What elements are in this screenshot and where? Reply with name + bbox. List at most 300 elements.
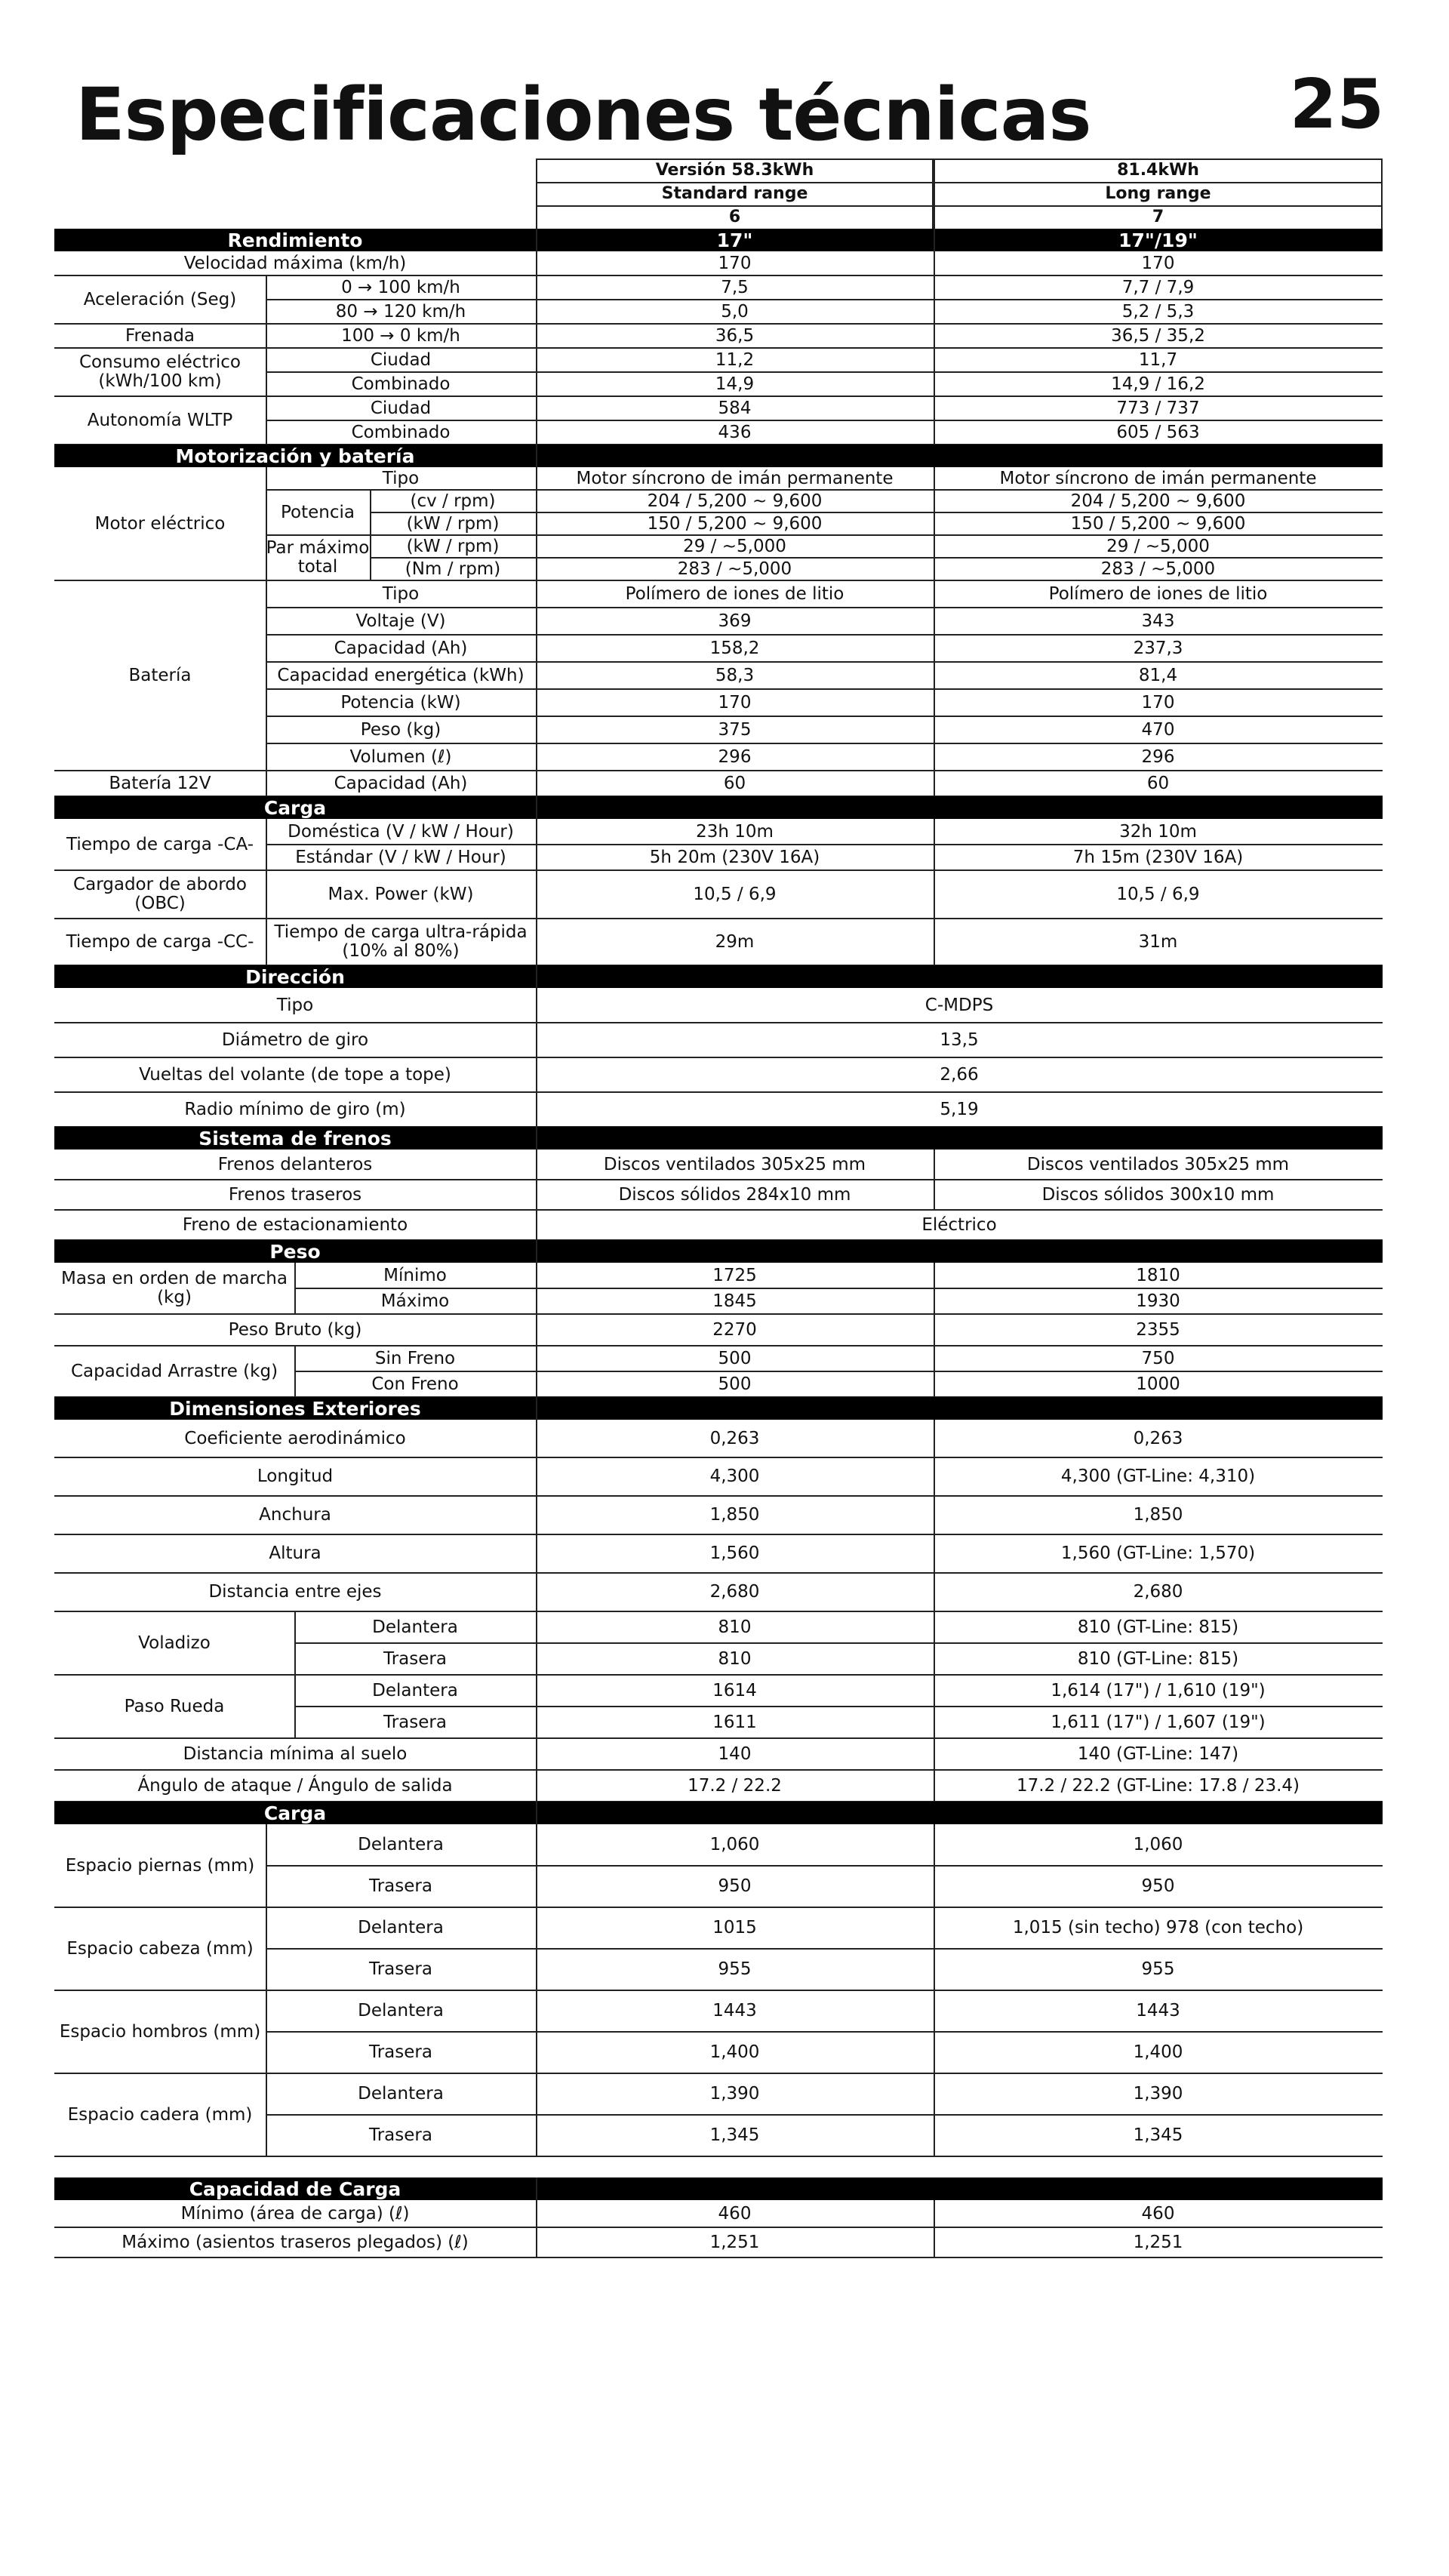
value-cell: 810 (GT-Line: 815) <box>1077 1617 1239 1637</box>
row-sublabel: (Nm / rpm) <box>405 559 501 579</box>
value-cell: 7,5 <box>721 277 749 297</box>
column-divider <box>934 420 935 445</box>
row-sublabel: Estándar (V / kW / Hour) <box>295 847 506 867</box>
row-sublabel: Con Freno <box>371 1374 459 1394</box>
row-sublabel: Par máximo total <box>266 538 370 577</box>
column-divider <box>266 771 267 796</box>
column-divider <box>934 300 935 324</box>
column-divider <box>536 445 537 467</box>
value-cell: 237,3 <box>1133 638 1183 658</box>
column-divider <box>536 1770 537 1802</box>
column-divider <box>934 229 935 251</box>
row-sublabel: Potencia <box>281 502 355 522</box>
value-cell: 36,5 / 35,2 <box>1111 325 1205 346</box>
column-divider <box>934 1180 935 1210</box>
row-sublabel: Combinado <box>351 422 451 442</box>
value-cell: 140 <box>718 1743 752 1764</box>
column-divider <box>266 919 267 965</box>
value-cell: 2,680 <box>1133 1582 1183 1602</box>
page-title: Especificaciones técnicas <box>75 72 1091 157</box>
row-label: Espacio piernas (mm) <box>65 1855 255 1876</box>
column-divider <box>934 1738 935 1770</box>
column-divider <box>934 716 935 743</box>
row-sublabel: Volumen (ℓ) <box>349 746 452 767</box>
row-sublabel: Trasera <box>369 1959 432 1980</box>
column-divider <box>934 1534 935 1573</box>
column-divider <box>934 845 935 870</box>
row-sublabel: Delantera <box>358 2001 444 2021</box>
value-cell: 955 <box>1141 1959 1175 1980</box>
column-divider <box>536 2073 537 2156</box>
version-header-col2: 7 <box>1152 207 1164 226</box>
row-label: Máximo (asientos traseros plegados) (ℓ) <box>122 2232 469 2252</box>
row-divider <box>536 205 934 207</box>
column-divider <box>934 1675 935 1707</box>
row-label: Batería <box>128 665 192 685</box>
value-cell: 170 <box>1141 692 1175 712</box>
row-label: Frenos delanteros <box>217 1154 373 1174</box>
column-divider <box>536 251 537 275</box>
row-label: Freno de estacionamiento <box>182 1214 408 1235</box>
row-sublabel: Trasera <box>369 2042 432 2063</box>
page-number: 25 <box>1289 65 1384 144</box>
column-divider <box>536 1263 537 1314</box>
row-sublabel: Delantera <box>358 1835 444 1855</box>
value-cell: 29m <box>715 931 755 952</box>
column-divider <box>934 1371 935 1397</box>
value-cell: Discos sólidos 284x10 mm <box>618 1184 851 1205</box>
column-divider <box>934 580 935 608</box>
column-divider <box>934 1573 935 1611</box>
section-title: Motorización y batería <box>54 445 536 467</box>
column-divider <box>536 870 537 919</box>
column-divider <box>934 1150 935 1180</box>
row-label: Espacio hombros (mm) <box>59 2021 261 2042</box>
value-cell: 375 <box>718 719 752 740</box>
section-title: Carga <box>54 1802 536 1824</box>
row-sublabel: Trasera <box>369 2125 432 2146</box>
row-divider <box>54 2257 1383 2258</box>
value-cell: 17.2 / 22.2 (GT-Line: 17.8 / 23.4) <box>1016 1775 1300 1796</box>
value-cell: Motor síncrono de imán permanente <box>576 468 894 488</box>
value-cell: 0,263 <box>1133 1428 1183 1448</box>
column-divider <box>934 662 935 689</box>
column-divider <box>536 1397 537 1420</box>
column-divider <box>934 324 935 348</box>
column-divider <box>934 1314 935 1346</box>
version-header-col1: Standard range <box>661 183 808 203</box>
column-divider <box>536 158 537 229</box>
row-label: Vueltas del volante (de tope a tope) <box>139 1064 451 1085</box>
value-cell: 1,560 (GT-Line: 1,570) <box>1060 1543 1256 1564</box>
row-label: Aceleración (Seg) <box>83 289 237 309</box>
row-sublabel: Delantera <box>372 1680 458 1700</box>
row-sublabel: Ciudad <box>370 398 432 418</box>
column-divider <box>934 689 935 716</box>
row-label: Peso Bruto (kg) <box>228 1319 362 1340</box>
row-label: Coeficiente aerodinámico <box>184 1428 406 1448</box>
column-divider <box>934 1643 935 1675</box>
version-header-col2: Long range <box>1105 183 1211 203</box>
column-divider <box>934 1990 935 2032</box>
column-divider <box>934 771 935 796</box>
column-divider <box>934 396 935 420</box>
value-cell: 7h 15m (230V 16A) <box>1072 847 1244 867</box>
column-divider <box>266 870 267 919</box>
row-sublabel: 100 → 0 km/h <box>341 325 460 346</box>
value-cell: 750 <box>1141 1348 1175 1368</box>
value-cell: 11,2 <box>715 349 755 370</box>
value-cell: C-MDPS <box>924 995 994 1015</box>
section-title: Carga <box>54 796 536 819</box>
value-cell: 204 / 5,200 ~ 9,600 <box>1070 491 1246 511</box>
column-divider <box>536 1240 537 1263</box>
column-divider <box>934 2073 935 2115</box>
value-cell: 81,4 <box>1138 665 1178 685</box>
value-cell: 500 <box>718 1374 752 1394</box>
column-divider <box>1381 158 1383 229</box>
column-divider <box>536 580 537 771</box>
column-divider <box>934 608 935 635</box>
row-label: Cargador de abordo (OBC) <box>73 875 247 913</box>
value-cell: 500 <box>718 1348 752 1368</box>
row-label: Paso Rueda <box>124 1696 225 1716</box>
column-divider <box>536 1907 537 1990</box>
column-divider <box>536 1023 537 1057</box>
column-divider <box>294 1675 296 1738</box>
value-cell: 7,7 / 7,9 <box>1121 277 1195 297</box>
column-divider <box>294 1263 296 1314</box>
value-cell: 1,560 <box>709 1543 760 1564</box>
section-title: Dirección <box>54 965 536 988</box>
column-divider <box>934 635 935 662</box>
column-divider <box>536 1675 537 1738</box>
row-divider <box>934 182 1383 183</box>
row-label: Distancia entre ejes <box>208 1582 382 1602</box>
value-cell: 10,5 / 6,9 <box>693 884 777 904</box>
column-divider <box>294 1611 296 1675</box>
column-divider <box>934 1824 935 1866</box>
value-cell: 158,2 <box>709 638 760 658</box>
section-title: Dimensiones Exteriores <box>54 1397 536 1420</box>
column-divider <box>266 275 267 324</box>
value-cell: 10,5 / 6,9 <box>1116 884 1200 904</box>
column-divider <box>536 1990 537 2073</box>
row-sublabel: Ciudad <box>370 349 432 370</box>
column-divider <box>934 1949 935 1990</box>
column-divider <box>536 965 537 988</box>
value-cell: 1,611 (17") / 1,607 (19") <box>1051 1712 1266 1732</box>
value-cell: 150 / 5,200 ~ 9,600 <box>1070 513 1246 534</box>
value-cell: 5h 20m (230V 16A) <box>649 847 820 867</box>
column-divider <box>934 1707 935 1738</box>
value-cell: Eléctrico <box>921 1214 997 1235</box>
value-cell: 14,9 / 16,2 <box>1111 374 1205 394</box>
value-cell: 1,251 <box>709 2232 760 2252</box>
column-divider <box>934 251 935 275</box>
column-divider <box>266 580 267 771</box>
column-divider <box>934 1907 935 1949</box>
column-divider <box>536 1496 537 1534</box>
column-divider <box>536 324 537 348</box>
column-divider <box>934 919 935 965</box>
value-cell: 140 (GT-Line: 147) <box>1077 1743 1239 1764</box>
row-label: Frenada <box>125 325 195 346</box>
value-cell: 1000 <box>1136 1374 1180 1394</box>
value-cell: 13,5 <box>940 1029 979 1050</box>
column-divider <box>536 1127 537 1150</box>
value-cell: 4,300 <box>709 1467 760 1487</box>
value-cell: 460 <box>718 2203 752 2224</box>
row-sublabel: Tipo <box>382 468 420 488</box>
column-divider <box>934 743 935 771</box>
row-label: Tiempo de carga -CA- <box>66 834 254 854</box>
column-divider <box>934 372 935 396</box>
column-divider <box>934 2032 935 2073</box>
value-cell: Discos ventilados 305x25 mm <box>603 1154 866 1174</box>
column-divider <box>934 819 935 845</box>
value-cell: 1,614 (17") / 1,610 (19") <box>1051 1680 1266 1700</box>
row-label: Espacio cadera (mm) <box>67 2104 253 2125</box>
row-sublabel: Trasera <box>369 1876 432 1897</box>
value-cell: 2270 <box>712 1319 757 1340</box>
value-cell: 4,300 (GT-Line: 4,310) <box>1060 1467 1256 1487</box>
value-cell: 60 <box>723 773 746 793</box>
column-divider <box>536 1210 537 1240</box>
value-cell: 605 / 563 <box>1116 422 1200 442</box>
row-sublabel: Delantera <box>358 1918 444 1938</box>
row-divider <box>536 182 934 183</box>
column-divider <box>934 1263 935 1288</box>
row-sublabel: (cv / rpm) <box>410 491 496 511</box>
row-divider <box>934 205 1383 207</box>
column-divider <box>536 771 537 796</box>
column-divider <box>934 870 935 919</box>
value-cell: 32h 10m <box>1119 821 1197 842</box>
row-sublabel: 80 → 120 km/h <box>335 301 466 322</box>
row-label: Ángulo de ataque / Ángulo de salida <box>137 1775 453 1796</box>
column-divider <box>536 1314 537 1346</box>
column-divider <box>266 1990 267 2073</box>
version-header-col1: Versión 58.3kWh <box>655 160 814 180</box>
value-cell: 58,3 <box>715 665 755 685</box>
value-cell: 150 / 5,200 ~ 9,600 <box>647 513 823 534</box>
column-divider <box>536 1738 537 1770</box>
value-cell: 60 <box>1146 773 1170 793</box>
value-cell: 296 <box>1141 746 1175 767</box>
value-cell: 31m <box>1138 931 1178 952</box>
row-label: Velocidad máxima (km/h) <box>183 253 407 273</box>
column-divider <box>536 1457 537 1496</box>
value-cell: 1845 <box>712 1291 757 1311</box>
row-label: Motor eléctrico <box>94 513 226 534</box>
value-cell: 1443 <box>712 2001 757 2021</box>
row-sublabel: Mínimo <box>383 1265 447 1285</box>
column-divider <box>536 796 537 819</box>
row-sublabel: Trasera <box>383 1648 447 1669</box>
value-cell: 436 <box>718 422 752 442</box>
column-divider <box>536 1611 537 1675</box>
value-cell: 17.2 / 22.2 <box>688 1775 782 1796</box>
column-divider <box>536 348 537 396</box>
value-cell: 1614 <box>712 1680 757 1700</box>
value-cell: 1611 <box>712 1712 757 1732</box>
value-cell: 170 <box>1141 253 1175 273</box>
value-cell: 810 <box>718 1617 752 1637</box>
row-sublabel: Capacidad (Ah) <box>334 773 468 793</box>
column-divider <box>536 1573 537 1611</box>
row-label: Anchura <box>259 1505 331 1525</box>
version-header-col1: 6 <box>728 207 741 226</box>
value-cell: 1,400 <box>709 2042 760 2063</box>
column-divider <box>536 1346 537 1397</box>
column-divider <box>266 1824 267 1907</box>
value-cell: 1,390 <box>1133 2084 1183 2104</box>
value-cell: 1,345 <box>1133 2125 1183 2146</box>
column-divider <box>934 1866 935 1907</box>
value-cell: 36,5 <box>715 325 755 346</box>
row-sublabel: Delantera <box>358 2084 444 2104</box>
row-label: Batería 12V <box>109 773 211 793</box>
value-cell: 1,345 <box>709 2125 760 2146</box>
value-cell: 1,390 <box>709 2084 760 2104</box>
column-divider <box>536 1420 537 1457</box>
row-label: Consumo eléctrico (kWh/100 km) <box>79 352 241 391</box>
column-divider <box>536 1802 537 1824</box>
column-divider <box>934 2227 935 2257</box>
value-cell: 283 / ~5,000 <box>677 559 792 579</box>
column-divider <box>536 1534 537 1573</box>
column-divider <box>536 2200 537 2227</box>
value-cell: 343 <box>1141 611 1175 631</box>
column-divider <box>934 1457 935 1496</box>
row-label: Radio mínimo de giro (m) <box>184 1099 406 1119</box>
section-col2: 17"/19" <box>934 229 1383 251</box>
row-divider <box>54 2156 1383 2157</box>
value-cell: 773 / 737 <box>1116 398 1200 418</box>
value-cell: 810 <box>718 1648 752 1669</box>
row-label: Capacidad Arrastre (kg) <box>70 1361 278 1381</box>
value-cell: 950 <box>1141 1876 1175 1897</box>
value-cell: 470 <box>1141 719 1175 740</box>
row-label: Tipo <box>276 995 314 1015</box>
value-cell: 1,251 <box>1133 2232 1183 2252</box>
row-label: Mínimo (área de carga) (ℓ) <box>180 2203 410 2224</box>
value-cell: Motor síncrono de imán permanente <box>999 468 1317 488</box>
row-label: Distancia mínima al suelo <box>183 1743 408 1764</box>
column-divider <box>536 1092 537 1127</box>
value-cell: 460 <box>1141 2203 1175 2224</box>
value-cell: 5,0 <box>721 301 749 322</box>
value-cell: 2,66 <box>940 1064 979 1085</box>
row-label: Diámetro de giro <box>221 1029 369 1050</box>
column-divider <box>934 1496 935 1534</box>
column-divider <box>536 229 537 251</box>
value-cell: 1443 <box>1136 2001 1180 2021</box>
value-cell: Polímero de iones de litio <box>1048 583 1268 604</box>
value-cell: 1,850 <box>1133 1505 1183 1525</box>
column-divider <box>294 1346 296 1397</box>
row-sublabel: Capacidad energética (kWh) <box>277 665 525 685</box>
column-divider <box>536 2177 537 2200</box>
row-label: Espacio cabeza (mm) <box>66 1938 254 1959</box>
column-divider <box>934 158 935 229</box>
column-divider <box>266 396 267 445</box>
value-cell: 1,015 (sin techo) 978 (con techo) <box>1012 1918 1304 1938</box>
row-sublabel: Máximo <box>380 1291 450 1311</box>
column-divider <box>266 324 267 348</box>
value-cell: 584 <box>718 398 752 418</box>
column-divider <box>934 1611 935 1643</box>
row-label: Longitud <box>257 1467 334 1487</box>
section-title: Capacidad de Carga <box>54 2177 536 2200</box>
row-sublabel: Max. Power (kW) <box>328 884 474 904</box>
row-sublabel: (kW / rpm) <box>406 513 500 534</box>
row-sublabel: Combinado <box>351 374 451 394</box>
row-sublabel: Tipo <box>382 583 420 604</box>
row-sublabel: Peso (kg) <box>360 719 441 740</box>
column-divider <box>536 2227 537 2257</box>
row-sublabel: Potencia (kW) <box>340 692 461 712</box>
value-cell: 5,2 / 5,3 <box>1121 301 1195 322</box>
value-cell: 5,19 <box>940 1099 979 1119</box>
row-label: Tiempo de carga -CC- <box>66 931 254 952</box>
value-cell: Polímero de iones de litio <box>625 583 844 604</box>
column-divider <box>934 275 935 300</box>
section-title: Peso <box>54 1240 536 1263</box>
column-divider <box>266 2073 267 2156</box>
value-cell: 810 (GT-Line: 815) <box>1077 1648 1239 1669</box>
column-divider <box>536 1180 537 1210</box>
section-col1: 17" <box>536 229 934 251</box>
value-cell: 1015 <box>712 1918 757 1938</box>
value-cell: 14,9 <box>715 374 755 394</box>
column-divider <box>934 2200 935 2227</box>
value-cell: 2,680 <box>709 1582 760 1602</box>
column-divider <box>536 1057 537 1092</box>
column-divider <box>536 396 537 445</box>
column-divider <box>934 1346 935 1371</box>
column-divider <box>536 1824 537 1907</box>
value-cell: 170 <box>718 253 752 273</box>
row-sublabel: Tiempo de carga ultra-rápida (10% al 80%) <box>274 922 528 961</box>
section-title: Rendimiento <box>54 229 536 251</box>
column-divider <box>536 919 537 965</box>
column-divider <box>934 467 935 580</box>
row-divider <box>934 158 1383 160</box>
column-divider <box>934 2115 935 2156</box>
value-cell: 369 <box>718 611 752 631</box>
column-divider <box>536 1150 537 1180</box>
value-cell: 1,060 <box>1133 1835 1183 1855</box>
row-label: Masa en orden de marcha (kg) <box>61 1269 288 1307</box>
column-divider <box>266 819 267 870</box>
value-cell: 0,263 <box>709 1428 760 1448</box>
column-divider <box>536 988 537 1023</box>
value-cell: 296 <box>718 746 752 767</box>
value-cell: 23h 10m <box>696 821 774 842</box>
value-cell: 955 <box>718 1959 752 1980</box>
value-cell: Discos sólidos 300x10 mm <box>1041 1184 1275 1205</box>
value-cell: 283 / ~5,000 <box>1100 559 1216 579</box>
column-divider <box>536 819 537 870</box>
row-sublabel: Trasera <box>383 1712 447 1732</box>
row-sublabel: Doméstica (V / kW / Hour) <box>288 821 514 842</box>
value-cell: Discos ventilados 305x25 mm <box>1026 1154 1290 1174</box>
row-label: Altura <box>269 1543 321 1564</box>
row-label: Frenos traseros <box>228 1184 362 1205</box>
column-divider <box>266 1907 267 1990</box>
